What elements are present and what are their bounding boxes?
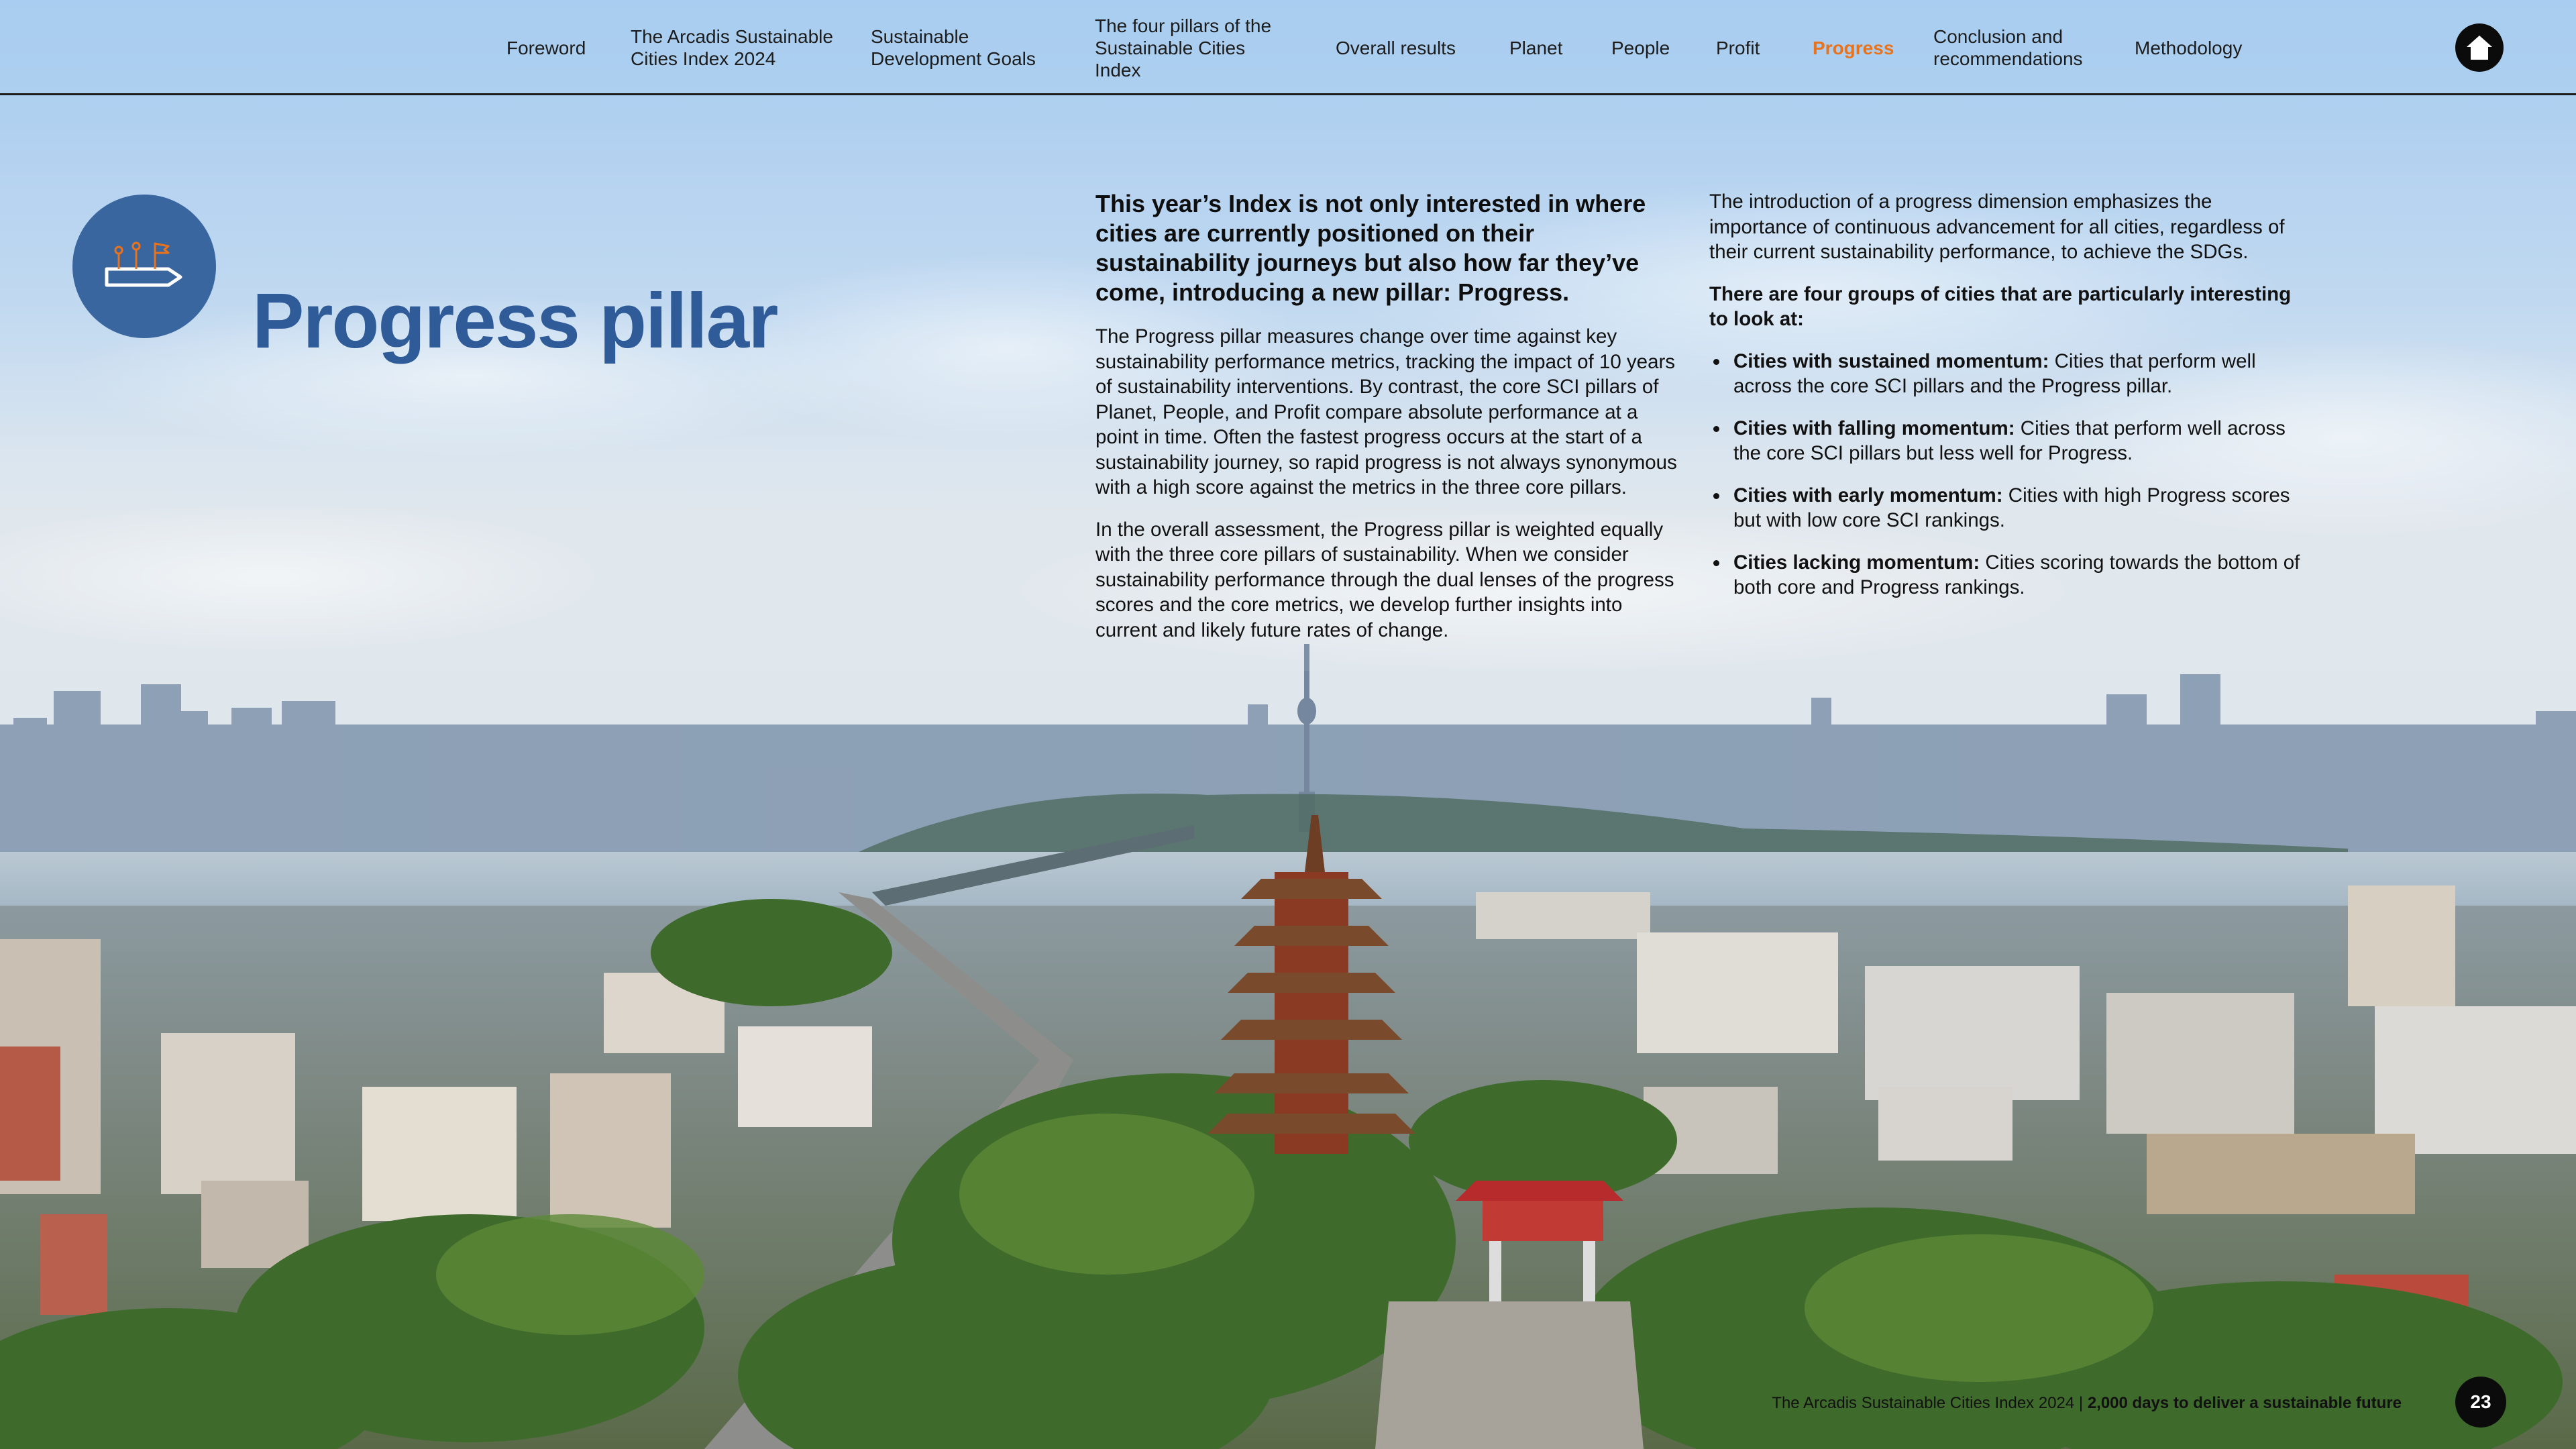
progress-flags-icon [72,195,216,338]
group-term: Cities with sustained momentum: [1733,350,2049,372]
group-description: Cities that perform well across the core SCI pillars and the Progress pillar. [1733,350,2256,397]
nav-item-conclusion[interactable]: Conclusion and recommendations [1933,26,2083,69]
nav-item-foreword[interactable]: Foreword [506,37,586,58]
right-text-column [1709,189,2313,617]
list-item [1733,483,2313,533]
nav-item-index-2024[interactable]: The Arcadis Sustainable Cities Index 2024 [631,26,833,69]
lead-paragraph: This year’s Index is not only interested in where cities are currently positioned on their sustainability journeys but also how far they’ve come, introducing a new pillar: Progress. [1095,190,1646,306]
intro-paragraph: The introduction of a progress dimension emphasizes the importance of continuous advancement for all cities, regardless of their current sustainability performance, to achieve the SDGs. [1709,191,2285,263]
group-term: Cities with early momentum: [1733,484,2003,506]
nav-item-methodology[interactable]: Methodology [2135,37,2243,58]
group-description: Cities scoring towards the bottom of both core and Progress rankings. [1733,551,2300,598]
nav-item-planet[interactable]: Planet [1509,37,1563,58]
body-paragraph: The Progress pillar measures change over time against key sustainability performance metrics, tracking the impact of 10 years of sustainability interventions. By contrast, the core SCI pillars of Planet, People, and Profit compare absolute performance at a point in time. Often the fastest progress occurs at the start of a sustainability journey, so rapid progress is not always synonymous with a high score against the metrics in the three core pillars. [1095,325,1677,498]
footer-separator: | [2074,1394,2088,1412]
nav-item-overall-results[interactable]: Overall results [1336,37,1456,58]
list-item [1733,349,2313,399]
footer-tagline: 2,000 days to deliver a sustainable future [2087,1394,2402,1412]
nav-item-sdgs[interactable]: Sustainable Development Goals [871,26,1036,69]
home-button[interactable] [2455,23,2504,72]
nav-item-four-pillars[interactable]: The four pillars of the Sustainable Cities Index [1095,15,1272,80]
city-groups-list [1709,349,2313,600]
nav-item-progress[interactable]: Progress [1813,37,1894,58]
group-term: Cities lacking momentum: [1733,551,1980,574]
list-item [1733,550,2313,600]
groups-heading: There are four groups of cities that are particularly interesting to look at: [1709,282,2292,330]
list-item [1733,416,2313,466]
home-icon [2465,34,2493,61]
left-text-column [1095,189,1679,659]
footer [1772,1390,2402,1417]
footer-doc-title: The Arcadis Sustainable Cities Index 2024 [1772,1394,2075,1412]
top-navigation-bar [0,0,2576,95]
group-term: Cities with falling momentum: [1733,417,2015,439]
page-number: 23 [2455,1377,2506,1428]
group-description: Cities with high Progress scores but with low core SCI rankings. [1733,484,2290,531]
body-paragraph: In the overall assessment, the Progress pillar is weighted equally with the three core pillars of sustainability. When we consider sustainability performance through the dual lenses of the progress scores and the core metrics, we develop further insights into current and likely future rates of change. [1095,518,1674,641]
nav-item-people[interactable]: People [1611,37,1670,58]
group-description: Cities that perform well across the core SCI pillars but less well for Progress. [1733,417,2286,464]
nav-item-profit[interactable]: Profit [1716,37,1760,58]
page-title: Progress pillar [252,276,777,364]
